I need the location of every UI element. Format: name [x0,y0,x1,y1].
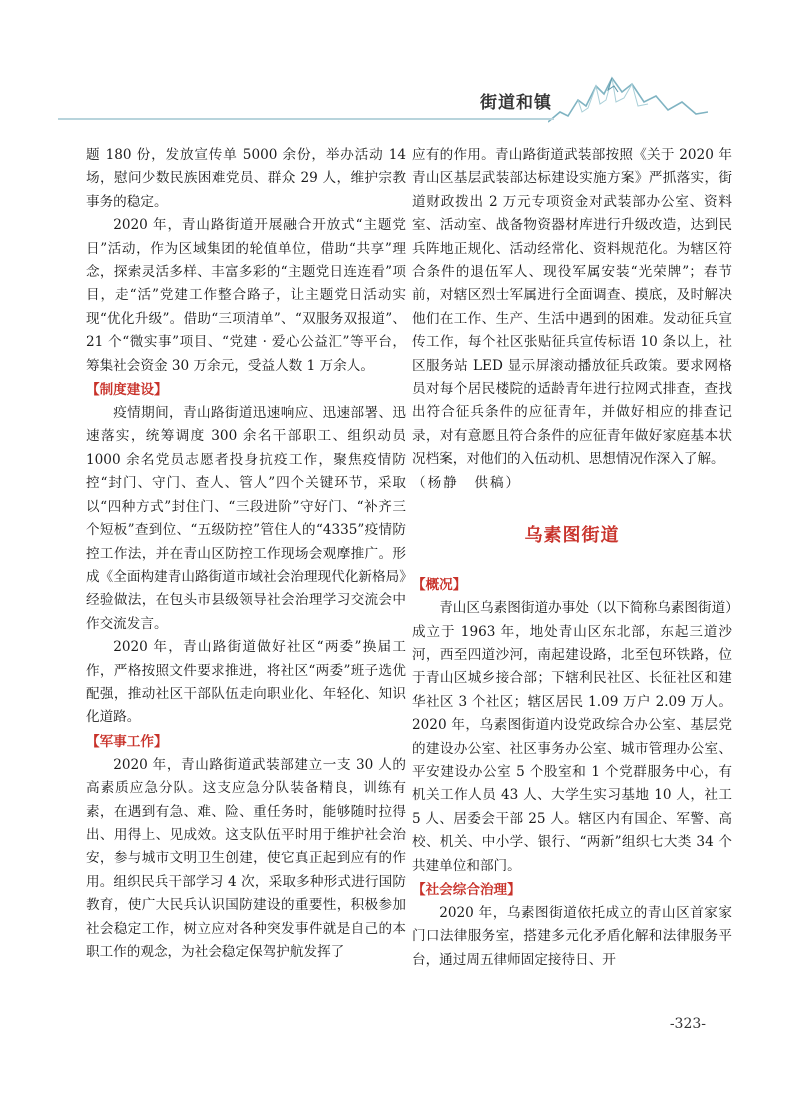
paragraph: 2020 年，青山路街道武装部建立一支 30 人的高素质应急分队。这支应急分队装备精良，训练有素，在遇到有急、难、险、重任务时，能够随时拉得出、用得上、见成效。这支队伍平时用于维护社会治安，参与城市文明卫生创建，使它真正起到应有的作用。组织民兵干部学习 4 次，采取多种形式进行国防教育，使广大民兵认识国防建设的重要性，积极参加社会稳定工作，树立应对各种突发事件就是自己的本职工作的观念，为社会稳定保驾护航发挥了 [86,756,406,960]
paragraph: 题 180 份，发放宣传单 5000 余份，举办活动 14 场，慰问少数民族困难党员、群众 29 人，维护宗教事务的稳定。 [86,147,406,210]
district-title: 乌素图街道 [524,525,620,547]
paragraph: 青山区乌素图街道办事处（以下简称乌素图街道）成立于 1963 年，地处青山区东北部，东起三道沙河，西至四道沙河，南起建设路，北至包环铁路，位于青山区城乡接合部；下辖利民社区、长征社区和建华社区 3 个社区；辖区居民 1.09 万户 2.09 万人。2020 年，乌素图街道内设党政综合办公室、基层党的建设办公室、社区事务办公室、城市管理办公室、平安建设办公室 5 个股室和 1 个党群服务中心，有机关工作人员 43 人、大学生实习基地 10 人，社工 5 人、居委会干部 25 人。辖区内有国企、军警、高校、机关、中小学、银行、“两新”组织七大类 34 个共建单位和部门。 [412,600,732,874]
paragraph: 疫情期间，青山路街道迅速响应、迅速部署、迅速落实，统筹调度 300 余名干部职工、组织动员 1000 余名党员志愿者投身抗疫工作，聚焦疫情防控“封门、守门、查人、管人”四个关键环节，采取以“四种方式”封住门、“三段进阶”守好门、“补齐三个短板”查到位、“五级防控”管住人的“4335”疫情防控工作法，并在青山区防控工作现场会观摩推广。形成《全面构建青山路街道市域社会治理现代化新格局》经验做法，在包头市县级领导社会治理学习交流会中作交流发言。 [86,405,406,632]
section-heading-governance: 【社会综合治理】 [412,881,521,898]
left-column [86,144,406,964]
paragraph: 2020 年，青山路街道开展融合开放式“主题党日”活动，作为区域集团的轮值单位，借助“共享”理念，探索灵活多样、丰富多彩的“主题党日连连看”项目，走“活”党建工作整合路子，让主题党日活动实现“优化升级”。借助“三项清单”、“双服务双报道”、21 个“微实事”项目、“党建 · 爱心公益汇”等平台，筹集社会资金 30 万余元，受益人数 1 万余人。 [86,217,406,374]
section-heading-overview: 【概况】 [412,577,467,594]
section-heading-military: 【军事工作】 [86,733,168,750]
paragraph: 2020 年，乌素图街道依托成立的青山区首家家门口法律服务室，搭建多元化矛盾化解和法律服务平台，通过周五律师固定接待日、开 [412,904,732,968]
paragraph: 2020 年，青山路街道做好社区“两委”换届工作，严格按照文件要求推进，将社区“两委”班子选优配强，推动社区干部队伍走向职业化、年轻化、知识化道路。 [86,639,406,726]
page-number: -323- [669,1016,706,1032]
mountain-range-icon [548,72,708,124]
right-column [412,144,732,972]
section-title: 街道和镇 [480,93,552,113]
section-heading-institution: 【制度建设】 [86,382,168,399]
page-header [0,0,804,125]
paragraph: 应有的作用。青山路街道武装部按照《关于 2020 年青山区基层武装部达标建设实施方案》严抓落实，街道财政拨出 2 万元专项资金对武装部办公室、资料室、活动室、战备物资器材库进行升级改造，达到民兵阵地正规化、活动经常化、资料规范化。为辖区符合条件的退伍军人、现役军属安装“光荣牌”；春节前，对辖区烈士军属进行全面调查、摸底，及时解决他们在工作、生产、生活中遇到的困难。发动征兵宣传工作，每个社区张贴征兵宣传标语 10 条以上，社区服务站 LED 显示屏滚动播放征兵政策。要求网格员对每个居民楼院的适龄青年进行拉网式排查，查找出符合征兵条件的应征青年，并做好相应的排查记录，对有意愿且符合条件的应征青年做好家庭基本状况档案，对他们的入伍动机、思想情况作深入了解。 [412,147,732,468]
header-rule [58,118,554,120]
author-credit: （杨静 供稿） [412,474,522,491]
